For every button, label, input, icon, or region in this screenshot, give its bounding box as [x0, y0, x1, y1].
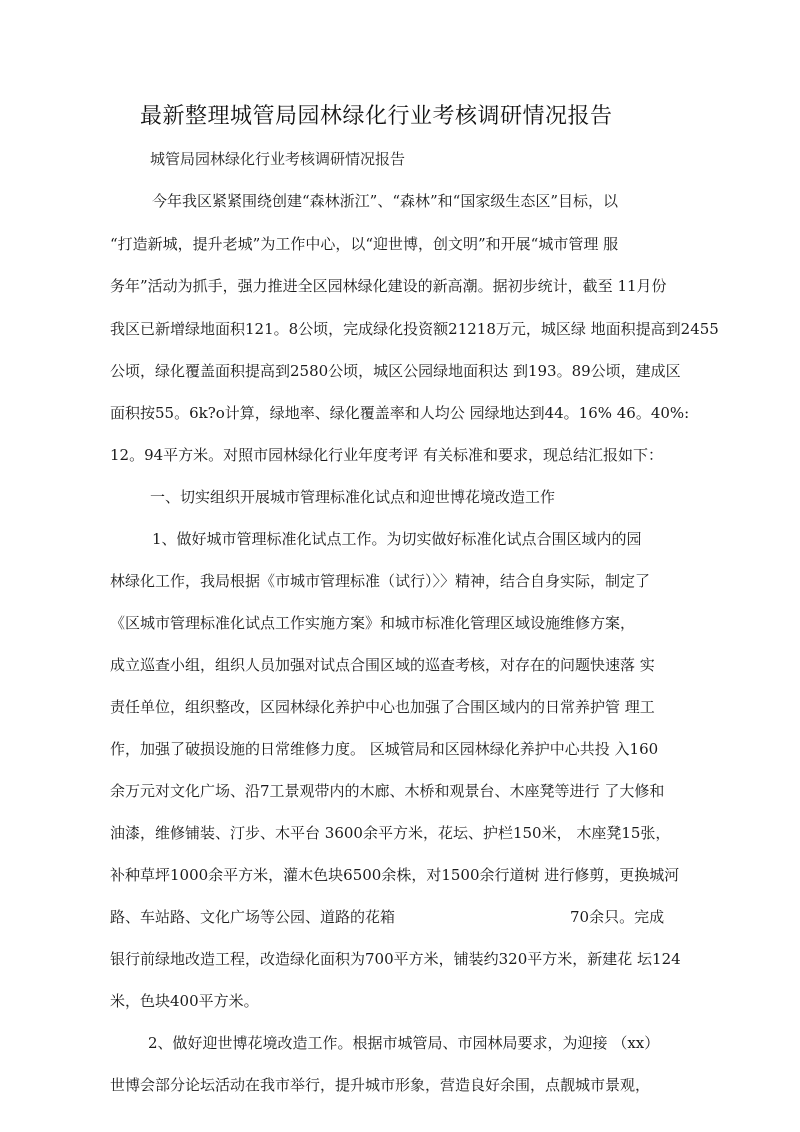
section-heading: 一、切实组织开展城市管理标准化试点和迎世博花境改造工作: [150, 488, 556, 506]
paragraph-line: 责任单位，组织整改，区园林绿化养护中心也加强了合围区域内的日常养护管 理工: [110, 698, 655, 716]
paragraph-line: 路、车站路、文化广场等公园、道路的花箱: [110, 908, 396, 926]
paragraph-line: 世博会部分论坛活动在我市举行，提升城市形象，营造良好余围，点靓城市景观，: [110, 1076, 651, 1094]
paragraph-line: 米，色块400平方米。: [110, 992, 259, 1010]
paragraph-line: 油漆，维修铺装、汀步、木平台 3600余平方米，花坛、护栏150米， 木座凳15张，: [110, 824, 671, 842]
paragraph-line: 12。94平方米。对照市园林绿化行业年度考评 有关标准和要求，现总结汇报如下：: [110, 446, 663, 464]
paragraph-line: 余万元对文化广场、沿7工景观带内的木廊、木桥和观景台、木座凳等进行 了大修和: [110, 782, 665, 800]
document-title: 最新整理城管局园林绿化行业考核调研情况报告: [140, 104, 613, 129]
paragraph-line: 成立巡查小组，组织人员加强对试点合围区域的巡查考核，对存在的问题快速落 实: [110, 656, 655, 674]
paragraph-line: 公顷，绿化覆盖面积提高到2580公顷，城区公园绿地面积达 到193。89公顷，建成区: [110, 362, 681, 380]
paragraph-line: 《区城市管理标准化试点工作实施方案》和城市标准化管理区域设施维修方案，: [110, 614, 636, 632]
paragraph-line: 我区已新增绿地面积121。8公顷，完成绿化投资额21218万元，城区绿 地面积提高到2455: [110, 320, 719, 338]
paragraph-line: 面积按55。6k?o计算，绿地率、绿化覆盖率和人均公 园绿地达到44。16% 46。40%:: [110, 404, 690, 422]
paragraph-line: 今年我区紧紧围绕创建“森林浙江”、“森林”和“国家级生态区”目标，以: [152, 192, 619, 210]
paragraph-line: 1、做好城市管理标准化试点工作。为切实做好标准化试点合围区域内的园: [152, 530, 642, 548]
paragraph-line: 银行前绿地改造工程，改造绿化面积为700平方米，铺装约320平方米，新建花 坛124: [110, 950, 681, 968]
paragraph-line: 2、做好迎世博花境改造工作。根据市城管局、市园林局要求，为迎接 （xx）: [148, 1034, 660, 1052]
paragraph-line: “打造新城，提升老城”为工作中心，以“迎世博，创文明”和开展“城市管理 服: [110, 235, 619, 253]
paragraph-line: 务年”活动为抓手，强力推进全区园林绿化建设的新高潮。据初步统计，截至 11月份: [110, 277, 667, 295]
document-subtitle: 城管局园林绿化行业考核调研情况报告: [150, 150, 406, 168]
paragraph-line: 作，加强了破损设施的日常维修力度。 区城管局和区园林绿化养护中心共投 入160: [110, 740, 659, 758]
paragraph-line: 补种草坪1000余平方米，灌木色块6500余株，对1500余行道树 进行修剪，更换城河: [110, 866, 680, 884]
paragraph-line: 林绿化工作，我局根据《市城市管理标准（试行）〉〉精神，结合自身实际，制定了: [110, 572, 651, 590]
paragraph-line-tail: 70余只。完成: [570, 908, 665, 926]
